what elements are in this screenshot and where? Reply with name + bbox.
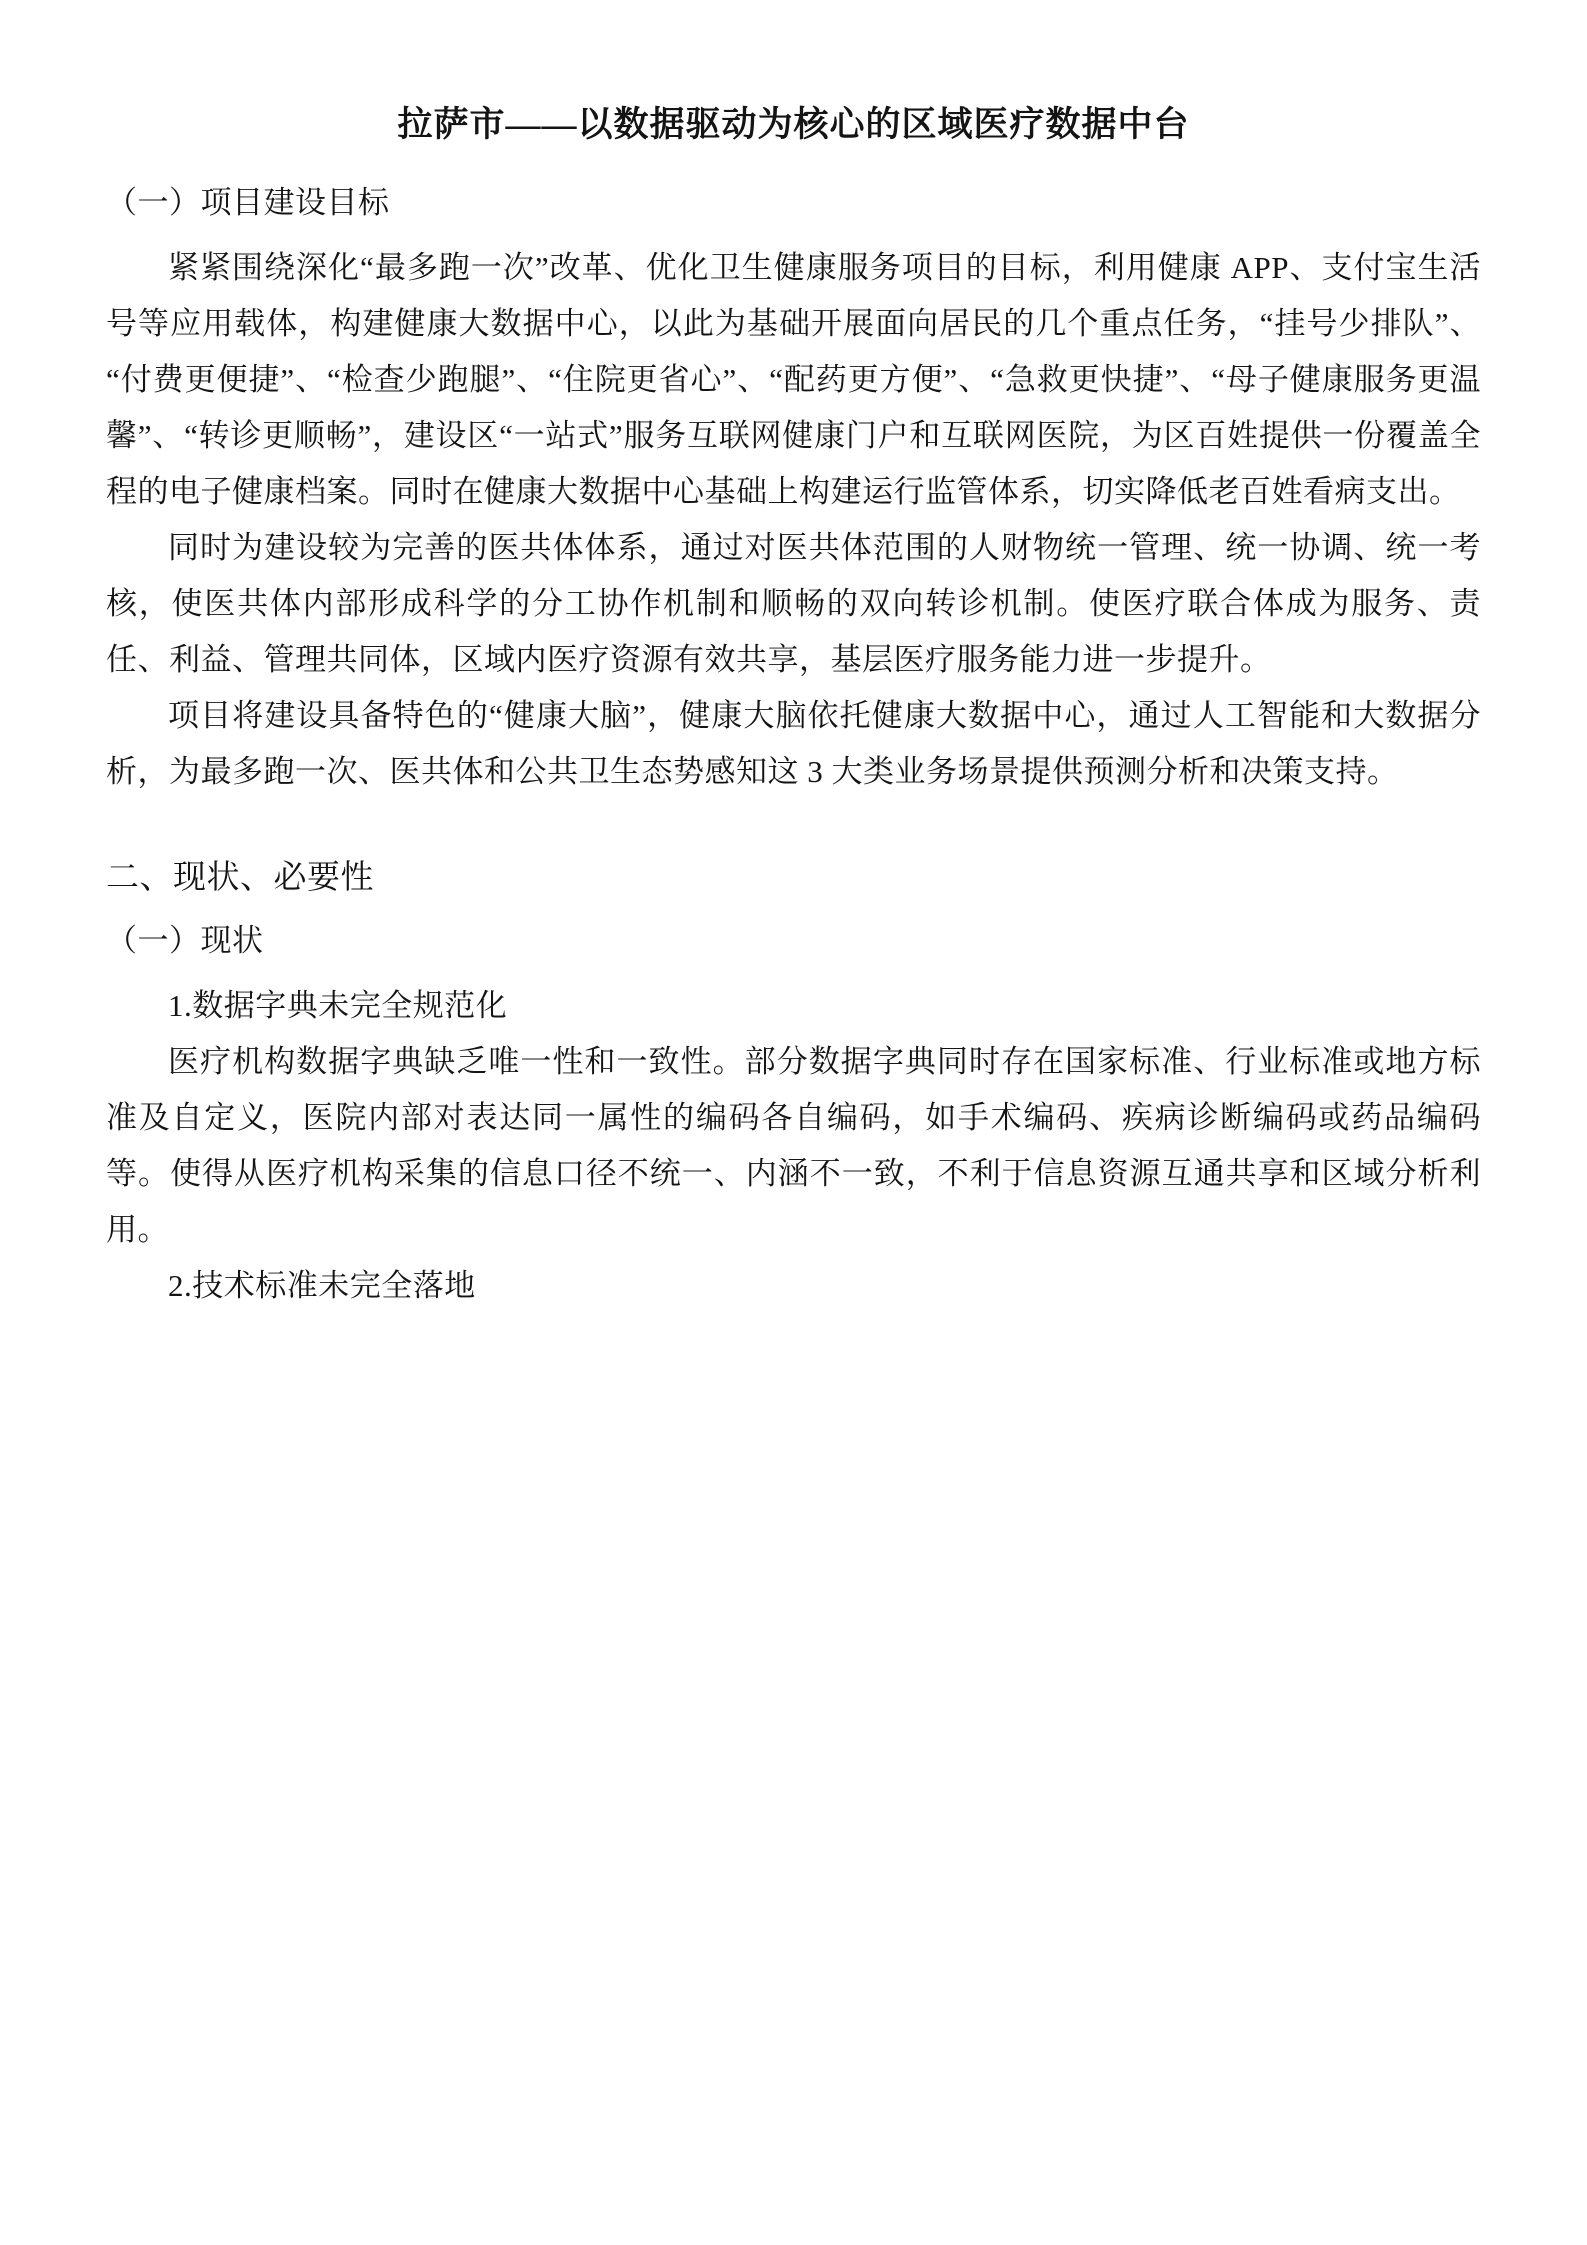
numbered-item-technical-standard: 2.技术标准未完全落地	[168, 1268, 476, 1303]
numbered-item-data-dictionary: 1.数据字典未完全规范化	[168, 988, 508, 1023]
subheading-project-goals: （一）项目建设目标	[106, 185, 390, 220]
paragraph-project-goals-3: 项目将建设具备特色的“健康大脑”，健康大脑依托健康大数据中心，通过人工智能和大数据分析，为最多跑一次、医共体和公共卫生态势感知这 3 大类业务场景提供预测分析和决策支持。	[106, 698, 1481, 789]
page-title: 拉萨市——以数据驱动为核心的区域医疗数据中台	[397, 105, 1190, 144]
heading-status-necessity: 二、现状、必要性	[106, 860, 374, 896]
paragraph-data-dictionary: 医疗机构数据字典缺乏唯一性和一致性。部分数据字典同时存在国家标准、行业标准或地方标准及自定义，医院内部对表达同一属性的编码各自编码，如手术编码、疾病诊断编码或药品编码等。使得从医疗机构采集的信息口径不统一、内涵不一致，不利于信息资源互通共享和区域分析利用。	[106, 1044, 1481, 1247]
paragraph-project-goals-2: 同时为建设较为完善的医共体体系，通过对医共体范围的人财物统一管理、统一协调、统一考核，使医共体内部形成科学的分工协作机制和顺畅的双向转诊机制。使医疗联合体成为服务、责任、利益、管理共同体，区域内医疗资源有效共享，基层医疗服务能力进一步提升。	[106, 530, 1481, 677]
subheading-current-status: （一）现状	[106, 923, 264, 958]
paragraph-project-goals-1: 紧紧围绕深化“最多跑一次”改革、优化卫生健康服务项目的目标，利用健康 APP、支付宝生活号等应用载体，构建健康大数据中心，以此为基础开展面向居民的几个重点任务，“挂号少排队”、“付费更便捷”、“检查少跑腿”、“住院更省心”、“配药更方便”、“急救更快捷”、“母子健康服务更温馨”、“转诊更顺畅”，建设区“一站式”服务互联网健康门户和互联网医院，为区百姓提供一份覆盖全程的电子健康档案。同时在健康大数据中心基础上构建运行监管体系，切实降低老百姓看病支出。	[106, 250, 1481, 509]
